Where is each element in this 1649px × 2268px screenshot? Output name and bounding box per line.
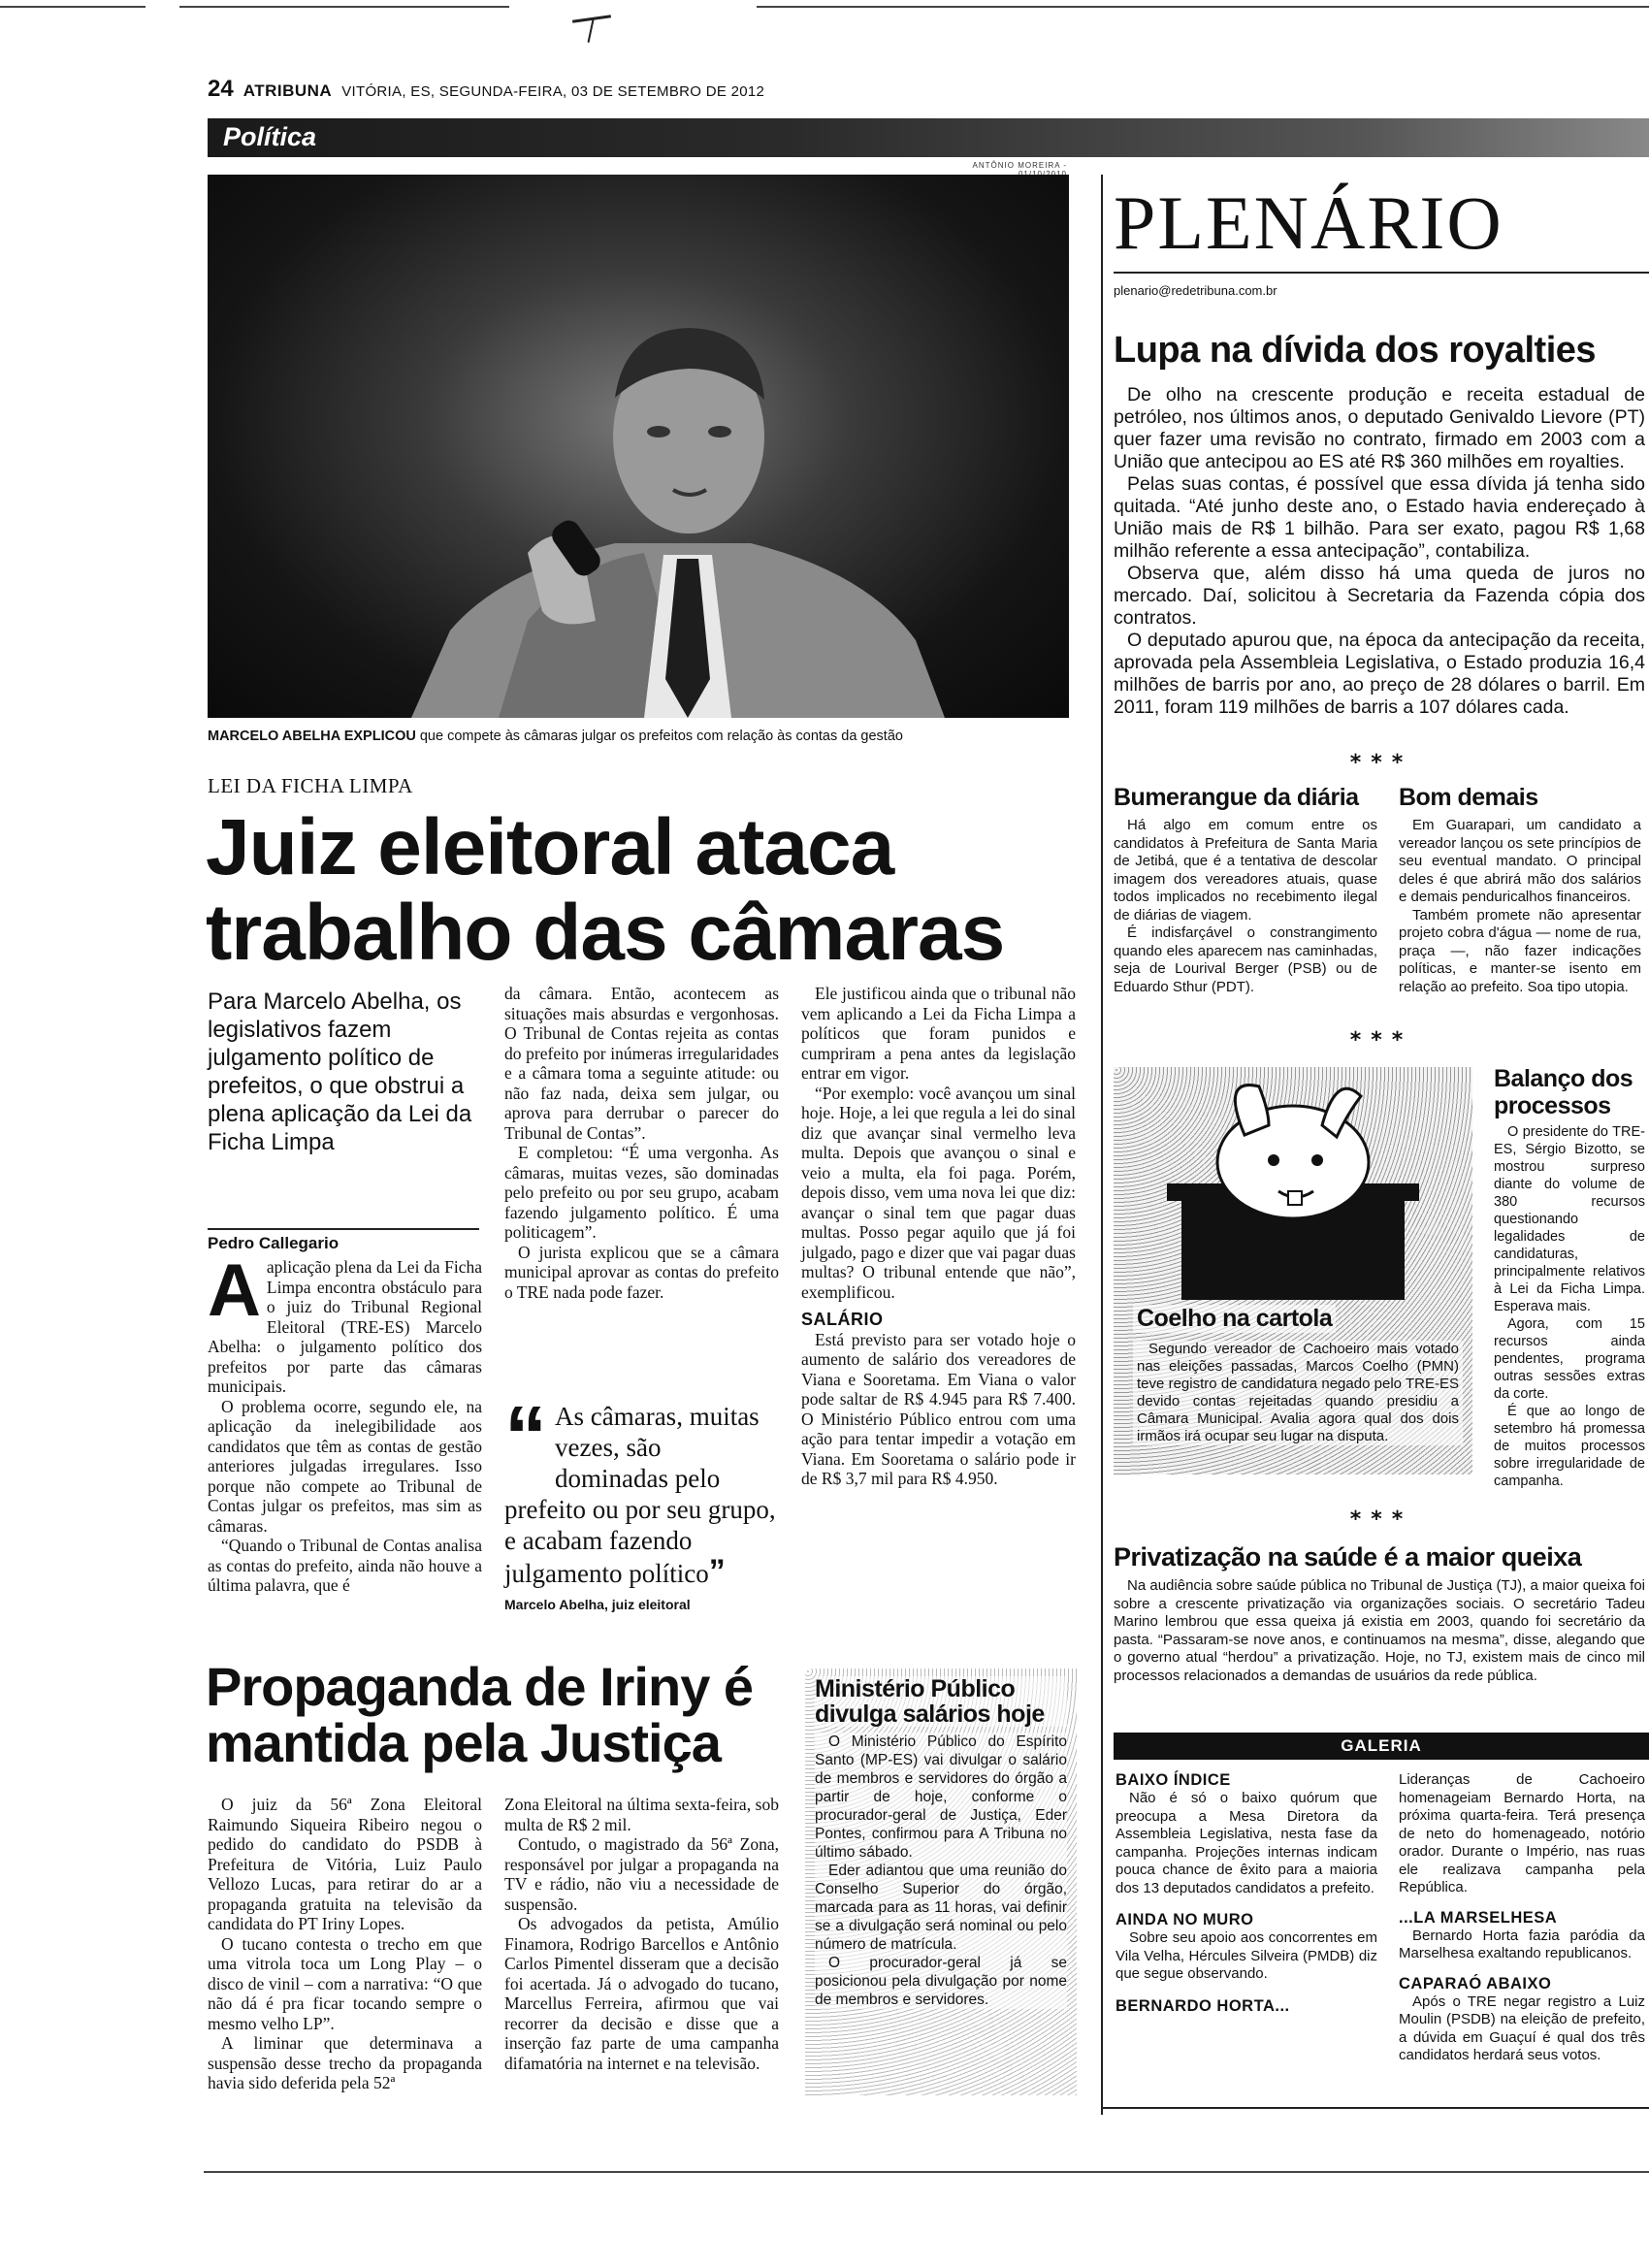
- paragraph: O tucano contesta o trecho em que uma vitrola toca um Long Play – o disco de vinil – com a narrativa: “O que não dá é pra ficar tocando sempre o mesmo velho LP”.: [208, 1933, 482, 2033]
- paragraph: E completou: “É uma vergonha. As câmaras, muitas vezes, são dominadas pelo prefeito ou por seu grupo, acabam fazendo julgamento político. É uma politicagem”.: [504, 1143, 779, 1242]
- paragraph: Eder adiantou que uma reunião do Conselho Superior do órgão, marcada para as 11 horas, vai definir se a divulgação será nominal ou pelo número de matrícula.: [815, 1863, 1067, 1953]
- paragraph: da câmara. Então, acontecem as situações mais absurdas e vergonhosas. O Tribunal de Contas rejeita as contas do prefeito por inúmeras irregularidades e a câmara toma a seguinte atitude: ou não faz nada, deixa sem julgar, ou aprova para derrubar o parecer do Tribunal de Contas”.: [504, 984, 779, 1143]
- second-headline-line-1: Propaganda de Iriny é: [206, 1656, 754, 1717]
- main-photo: [208, 175, 1069, 718]
- bernardo-horta-head: BERNARDO HORTA...: [1116, 1996, 1290, 2015]
- plenario-column-rule: [1101, 175, 1103, 2115]
- paragraph: O jurista explicou que se a câmara municipal aprovar as contas do prefeito o TRE nada pode fazer.: [504, 1242, 779, 1302]
- headline-line-2: trabalho das câmaras: [206, 889, 1005, 977]
- second-headline-line-2: mantida pela Justiça: [206, 1712, 721, 1773]
- paragraph: O presidente do TRE-ES, Sérgio Bizotto, se mostrou surpreso diante do volume de 380 recursos questionando legalidades de candidaturas, principalmente relativos à Lei da Ficha Limpa. Esperava mais.: [1494, 1124, 1645, 1314]
- paragraph: “Quando o Tribunal de Contas analisa as contas do prefeito, ainda não houve a última palavra, que é: [208, 1536, 482, 1595]
- second-col-2: [504, 1795, 779, 2073]
- paragraph: Zona Eleitoral na última sexta-feira, sob multa de R$ 2 mil.: [504, 1795, 779, 1834]
- paragraph: Há algo em comum entre os candidatos à Prefeitura de Santa Maria de Jetibá, que é a tentativa de descolar imagem dos vereadores atuais, quase todos implicados no recebimento ilegal de diárias de viagem.: [1114, 817, 1377, 923]
- mp-box-title: Ministério Público divulga salários hoje: [815, 1676, 1067, 1727]
- main-col-3: [801, 984, 1076, 1489]
- headline-line-1: Juiz eleitoral ataca: [206, 803, 894, 891]
- first-paragraph: [208, 1249, 482, 1397]
- byline: Pedro Callegario: [208, 1234, 340, 1252]
- pull-quote-body: [504, 1388, 779, 1590]
- photo-credit: ANTÔNIO MOREIRA -: [972, 161, 1067, 170]
- caption-text: que compete às câmaras julgar os prefeitos com relação às contas da gestão: [419, 729, 903, 744]
- coelho-illustration: [1114, 1067, 1472, 1474]
- paragraph: Ele justificou ainda que o tribunal não vem aplicando a Lei da Ficha Limpa a políticos que foram punidos e cumpriram a pena antes da legislação entrar em vigor.: [801, 984, 1076, 1083]
- plenario-title: PLENÁRIO: [1114, 180, 1504, 265]
- page-bottom-rule: [204, 2171, 1649, 2173]
- second-headline: [206, 1656, 788, 1773]
- mp-box-body: [815, 1733, 1067, 2009]
- pen-mark-tail: [588, 19, 595, 43]
- ainda-no-muro-head: AINDA NO MURO: [1116, 1911, 1254, 1928]
- la-marselhesa-head: ...LA MARSELHESA: [1399, 1908, 1558, 1927]
- lupa-headline: Lupa na dívida dos royalties: [1114, 330, 1597, 371]
- separator-stars: ***: [1349, 1507, 1413, 1532]
- paragraph: Agora, com 15 recursos ainda pendentes, programa outras sessões extras da corte.: [1494, 1316, 1645, 1402]
- caparao-text: Após o TRE negar registro a Luiz Moulin (PSDB) na eleição de prefeito, a dúvida em Guaçuí é qual dos três candidatos herdará seus votos.: [1399, 1993, 1645, 2063]
- privatizacao-body: Na audiência sobre saúde pública no Tribunal de Justiça (TJ), a maior queixa foi sobre a crescente privatização via organizações sociais. O secretário Tadeu Marino lembrou que essa queixa já existia em 2003, quando foi secretário da pasta. “Passaram-se nove anos, e continuamos na mesma”, disse, alegando que o governo atual “herdou” a privatização. Hoje, no TJ, existem mais de cinco mil processos relacionados a demandas de usuários da rede pública.: [1114, 1577, 1645, 1684]
- bumerangue-headline: Bumerangue da diária: [1114, 784, 1359, 811]
- paragraph: Contudo, o magistrado da 56ª Zona, responsável por julgar a propaganda na TV e rádio, não viu a necessidade de suspensão.: [504, 1834, 779, 1914]
- speaker-silhouette: [208, 175, 1069, 718]
- plenario-email: plenario@redetribuna.com.br: [1114, 283, 1277, 298]
- coelho-text: Segundo vereador de Cachoeiro mais votado nas eleições passadas, Marcos Coelho (PMN) teve registro de candidatura negado pelo TRE-ES devido contas rejeitadas quando presidiu a Câmara Municipal. Avalia agora qual dos dois irmãos irá ocupar seu lugar na disputa.: [1133, 1341, 1463, 1445]
- bumerangue-body: [1114, 817, 1377, 996]
- quote-close-mark: ”: [708, 1553, 726, 1590]
- top-rule-mid: [179, 6, 509, 8]
- rabbit-hat-icon: [1114, 1067, 1472, 1300]
- mp-box: [805, 1669, 1077, 2095]
- paragraph: O Ministério Público do Espírito Santo (MP-ES) vai divulgar o salário de membros e servidores do órgão a partir de hoje, conforme o procurador-geral de Justiça, Eder Pontes, confirmou para A Tribuna no último sábado.: [815, 1733, 1067, 1861]
- paragraph: Pelas suas contas, é possível que essa dívida já tenha sido quitada. “Até junho deste ano, o Estado havia endereçado à União mais de R$ 1 bilhão. Para ser exato, pagou R$ 1,68 milhão referente a essa antecipação”, contabiliza.: [1114, 473, 1645, 562]
- paragraph: Os advogados da petista, Amúlio Finamora, Rodrigo Barcellos e Antônio Carlos Pimentel disseram que a decisão foi acertada. Já o advogado do tucano, Marcellus Ferreira, afirmou que vai recorrer da decisão e disse que a inserção faz parte de uma campanha difamatória na internet e na televisão.: [504, 1914, 779, 2073]
- paragraph: “Por exemplo: você avançou um sinal hoje. Hoje, a lei que regula a lei do sinal diz que avançar sinal vermelho leva multa. Depois que avançou o sinal e veio a multa, ela foi paga. Porém, depois disso, vem uma nova lei que diz: avançar o sinal tem que pagar duas multas. Posso pegar aquilo que já foi julgado, pago e dizer que vai pagar duas multas? O tribunal entende que não”, exemplificou.: [801, 1083, 1076, 1302]
- section-bar: [208, 118, 1649, 157]
- dateline: VITÓRIA, ES, SEGUNDA-FEIRA, 03 DE SETEMBRO DE 2012: [341, 83, 765, 100]
- paper-name: ATRIBUNA: [242, 81, 333, 100]
- byline-rule: [208, 1228, 479, 1230]
- lupa-body: [1114, 384, 1645, 719]
- section-label: Política: [223, 122, 317, 151]
- drop-cap: A: [208, 1249, 261, 1332]
- main-col-2: [504, 984, 779, 1302]
- bernardo-horta-text: Lideranças de Cachoeiro homenageiam Bernardo Horta, na próxima quarta-feira. Terá presença de neto do homenageado, notório orador. Durante o Império, nas ruas ele realizava campanha pela República.: [1399, 1771, 1645, 1895]
- galeria-col-2: [1399, 1771, 1645, 2065]
- separator-stars: ***: [1349, 1028, 1413, 1053]
- top-rule-left: [0, 6, 146, 8]
- top-rule-right: [757, 6, 1649, 8]
- salario-subhead: SALÁRIO: [801, 1310, 884, 1329]
- baixo-indice-head: BAIXO ÍNDICE: [1116, 1771, 1231, 1789]
- first-paragraph-text: aplicação plena da Lei da Ficha Limpa encontra obstáculo para o juiz do Tribunal Regional Eleitoral (TRE-ES) Marcelo Abelha: o julgamento político dos prefeitos por parte das câmaras municipais.: [208, 1257, 482, 1396]
- paragraph: O juiz da 56ª Zona Eleitoral Raimundo Siqueira Ribeiro negou o pedido do candidato do PSDB à Prefeitura de Vitória, Luiz Paulo Vellozo Lucas, para retirar do ar a propaganda gratuita na televisão da candidata do PT Iriny Lopes.: [208, 1795, 482, 1933]
- quote-open-mark: “: [504, 1388, 547, 1484]
- paragraph: Está previsto para ser votado hoje o aumento de salário dos vereadores de Viana e Sooretama. Em Viana o valor pode saltar de R$ 4.945 para R$ 7.400. O Ministério Público entrou com uma ação para tentar impedir a votação em Viana. Em Sooretama o salário pode ir de R$ 3,7 mil para R$ 4.950.: [801, 1329, 1076, 1488]
- paragraph: O deputado apurou que, na época da antecipação da receita, aprovada pela Assembleia Legislativa, o Estado produzia 16,4 milhões de barris por ano, ao preço de 28 dólares o barril. Em 2011, foram 119 milhões de barris a 107 dólares cada.: [1114, 630, 1645, 718]
- bom-demais-headline: Bom demais: [1399, 784, 1538, 811]
- paragraph: Em Guarapari, um candidato a vereador lançou os sete princípios de seu eventual mandato. O principal deles é que abrirá mão dos salários e demais penduricalhos financeiros.: [1399, 817, 1641, 905]
- baixo-indice-text: Não é só o baixo quórum que preocupa a Mesa Diretora da Assembleia Legislativa, nesta fase da campanha. Projeções internas indicam pouca chance de êxito para a maioria dos 13 deputados candidatos a prefeito.: [1116, 1790, 1377, 1896]
- galeria-col-1: [1116, 1771, 1377, 2016]
- la-marselhesa-text: Bernardo Horta fazia paródia da Marselhesa exaltando republicanos.: [1399, 1927, 1645, 1961]
- separator-stars: ***: [1349, 751, 1413, 775]
- masthead: [208, 76, 1469, 101]
- pull-quote: [504, 1388, 779, 1612]
- paragraph: Observa que, além disso há uma queda de juros no mercado. Daí, solicitou à Secretaria da Fazenda cópia dos contratos.: [1114, 563, 1645, 629]
- plenario-title-rule: [1114, 272, 1649, 274]
- paragraph: Também promete não apresentar projeto cobra d'água — nome de rua, praça —, não fazer indicações políticas, e manter-se isento em relação ao prefeito. Soa tipo utopia.: [1399, 906, 1641, 995]
- galeria-bottom-rule: [1103, 2107, 1649, 2109]
- balanco-body: [1494, 1123, 1645, 1490]
- caption-bold: MARCELO ABELHA EXPLICOU: [208, 729, 416, 744]
- bom-demais-body: [1399, 817, 1641, 996]
- deck: Para Marcelo Abelha, os legislativos fazem julgamento político de prefeitos, o que obstrui a plena aplicação da Lei da Ficha Limpa: [208, 988, 472, 1155]
- galeria-title: GALERIA: [1341, 1736, 1422, 1755]
- second-col-1: [208, 1795, 482, 2093]
- quote-text: As câmaras, muitas vezes, são dominadas pelo prefeito ou por seu grupo, e acabam fazendo julgamento político: [504, 1402, 776, 1588]
- balanco-headline: Balanço dos processos: [1494, 1065, 1633, 1119]
- paragraph: O problema ocorre, segundo ele, na aplicação da inelegibilidade aos candidatos que têm as contas de gestão anteriores julgadas irregulares. Isso porque não compete ao Tribunal de Contas julgar os prefeitos, mas sim as câmaras.: [208, 1396, 482, 1536]
- paragraph: De olho na crescente produção e receita estadual de petróleo, nos últimos anos, o deputado Genivaldo Lievore (PT) quer fazer uma revisão no contrato, firmado em 2003 com a União que antecipou ao ES até R$ 360 milhões em royalties.: [1114, 384, 1645, 472]
- photo-caption: [208, 728, 1069, 745]
- paragraph: É indisfarçável o constrangimento quando eles aparecem nas caminhadas, seja de Lourival Berger (PSB) ou de Eduardo Sthur (PDT).: [1114, 924, 1377, 995]
- paragraph: O procurador-geral já se posicionou pela divulgação por nome de membros e servidores.: [815, 1955, 1067, 2008]
- main-headline: [206, 805, 1079, 976]
- privatizacao-headline: Privatização na saúde é a maior queixa: [1114, 1542, 1582, 1571]
- coelho-headline: Coelho na cartola: [1133, 1305, 1336, 1333]
- main-col-1: [208, 1249, 482, 1596]
- paragraph: A liminar que determinava a suspensão desse trecho da propaganda havia sido deferida pela 52ª: [208, 2033, 482, 2092]
- quote-attribution: Marcelo Abelha, juiz eleitoral: [504, 1597, 691, 1612]
- galeria-bar: [1114, 1733, 1649, 1760]
- caparao-head: CAPARAÓ ABAIXO: [1399, 1974, 1552, 1993]
- ainda-no-muro-text: Sobre seu apoio aos concorrentes em Vila Velha, Hércules Silveira (PMDB) diz que segue observando.: [1116, 1929, 1377, 1982]
- page-number: 24: [208, 76, 234, 102]
- kicker: LEI DA FICHA LIMPA: [208, 774, 413, 797]
- paragraph: É que ao longo de setembro há promessa de muitos processos sobre irregularidade de campanha.: [1494, 1404, 1645, 1489]
